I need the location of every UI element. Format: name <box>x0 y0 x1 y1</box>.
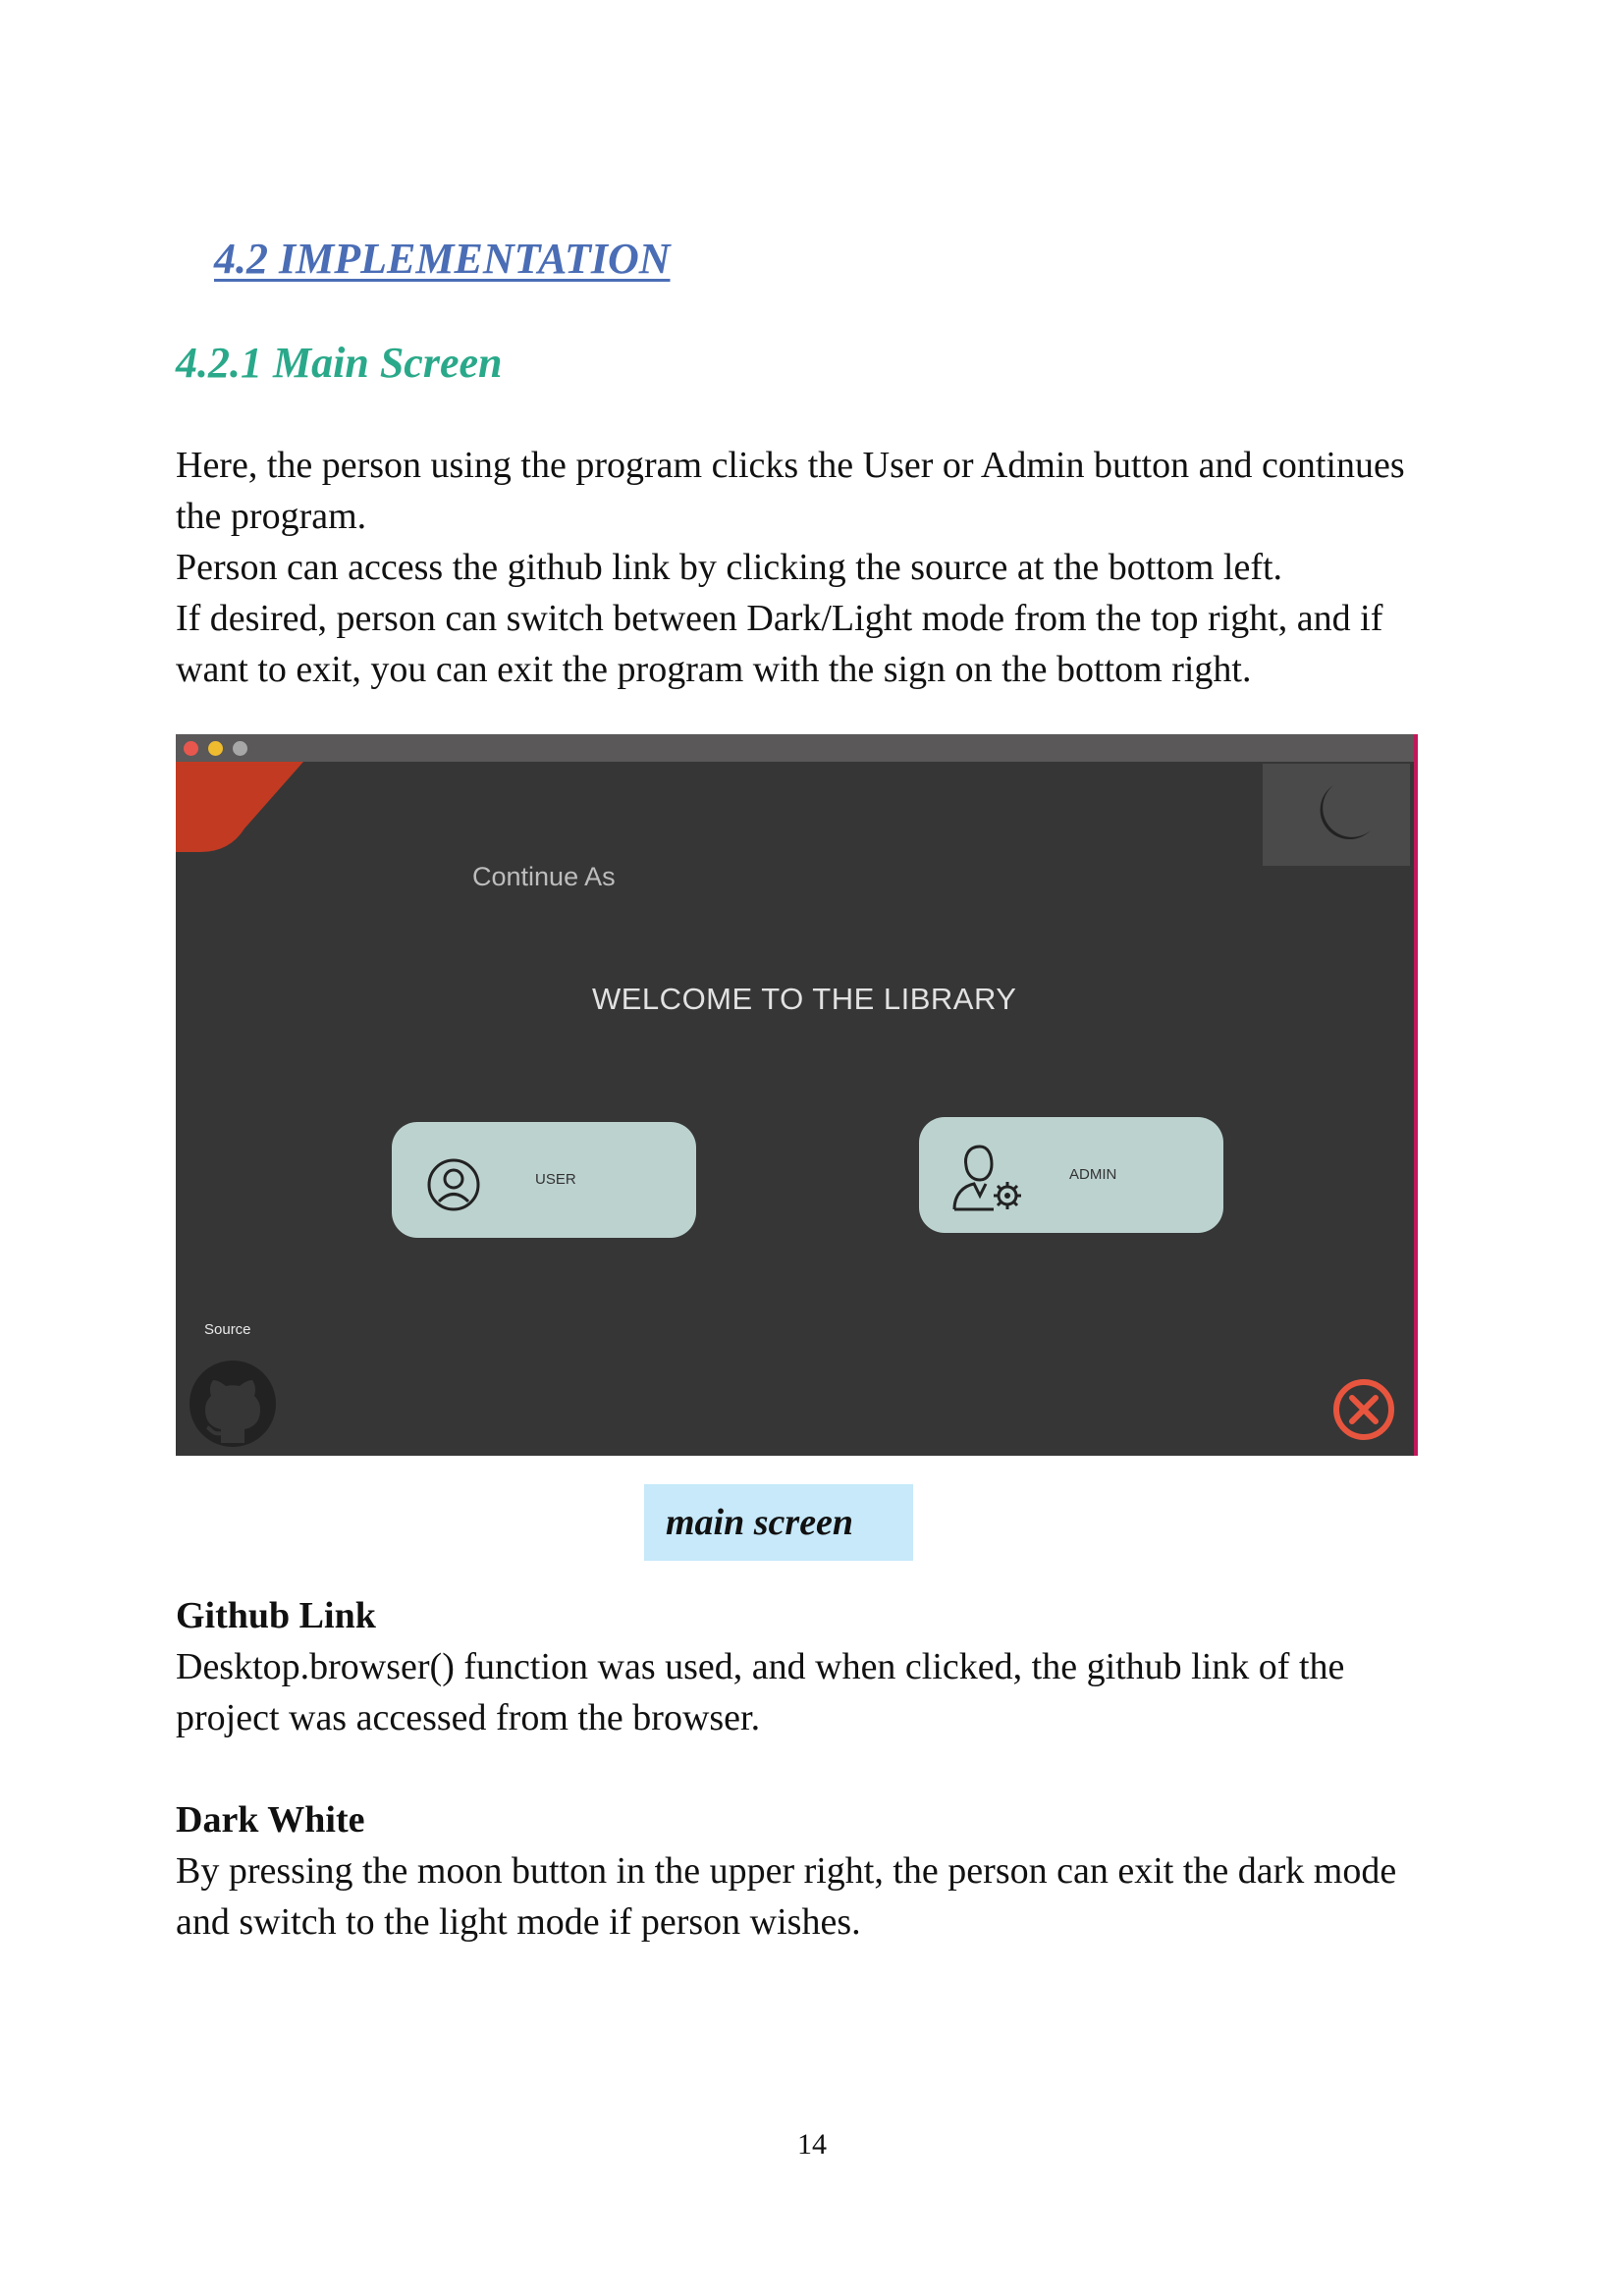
window-close-dot[interactable] <box>184 741 198 756</box>
close-icon[interactable] <box>1330 1376 1397 1443</box>
admin-gear-icon <box>950 1141 1025 1213</box>
window-titlebar <box>176 734 1418 762</box>
window-minimize-dot[interactable] <box>208 741 223 756</box>
github-heading: Github Link <box>176 1595 376 1636</box>
github-line-1: Desktop.browser() function was used, and when clicked, the github link of the <box>176 1646 1345 1687</box>
github-line-2: project was accessed from the browser. <box>176 1697 761 1738</box>
section-heading: 4.2 IMPLEMENTATION <box>214 235 671 283</box>
app-screenshot <box>176 734 1418 1456</box>
continue-as-label: Continue As <box>472 862 616 891</box>
user-button[interactable] <box>392 1122 696 1238</box>
subsection-heading: 4.2.1 Main Screen <box>176 339 503 387</box>
corner-accent <box>176 762 303 852</box>
intro-line-4: If desired, person can switch between Dark/Light mode from the top right, and if <box>176 598 1383 639</box>
admin-button-label: ADMIN <box>1069 1166 1117 1183</box>
source-label: Source <box>204 1321 251 1338</box>
theme-toggle-button[interactable] <box>1263 764 1410 866</box>
intro-line-3: Person can access the github link by clicking the source at the bottom left. <box>176 547 1283 588</box>
intro-line-2: the program. <box>176 496 367 537</box>
dark-line-2: and switch to the light mode if person wishes. <box>176 1901 861 1943</box>
page-number: 14 <box>797 2128 827 2161</box>
dark-line-1: By pressing the moon button in the upper right, the person can exit the dark mode <box>176 1850 1397 1892</box>
window-edge <box>1414 734 1418 1456</box>
github-icon[interactable] <box>186 1357 280 1451</box>
intro-line-5: want to exit, you can exit the program with the sign on the bottom right. <box>176 649 1252 690</box>
admin-button[interactable] <box>919 1117 1223 1233</box>
intro-line-1: Here, the person using the program clicks the User or Admin button and continues <box>176 445 1405 486</box>
moon-icon <box>1263 764 1410 866</box>
dark-heading: Dark White <box>176 1799 365 1841</box>
user-button-label: USER <box>535 1171 576 1188</box>
welcome-title: WELCOME TO THE LIBRARY <box>592 982 1017 1016</box>
window-zoom-dot[interactable] <box>233 741 247 756</box>
user-icon <box>425 1157 482 1212</box>
figure-caption: main screen <box>644 1484 913 1561</box>
